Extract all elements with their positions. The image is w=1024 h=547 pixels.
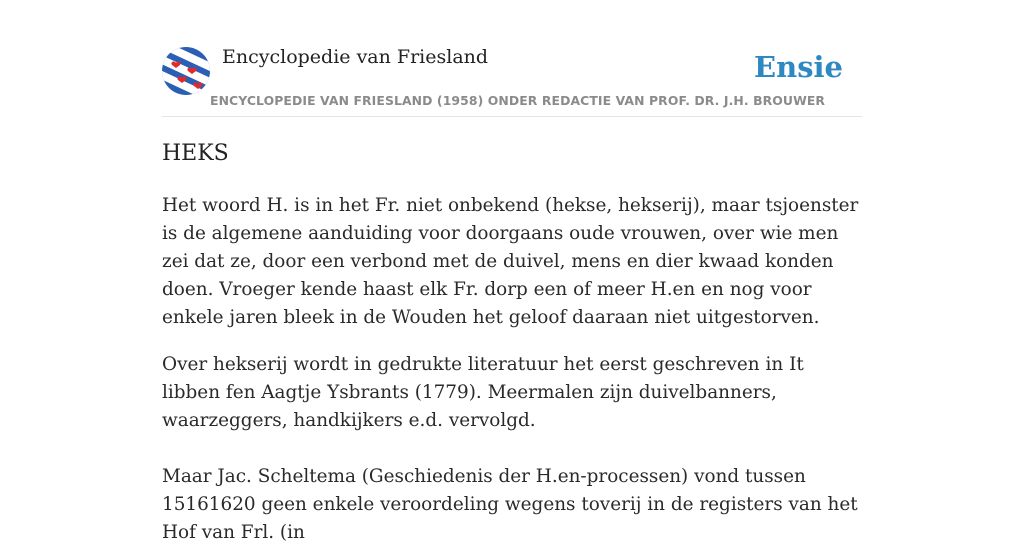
page-container [162, 0, 862, 543]
article-paragraph: Over hekserij wordt in gedrukte literatuur het eerst geschreven in It libben fen Aagtje Ysbrants (1779). Meermalen zijn duivelbanners, waarzeggers, handkijkers e.d. vervolgd. [162, 354, 804, 431]
article-paragraph: Maar Jac. Scheltema (Geschiedenis der H.en-processen) vond tussen 15161620 geen enkele veroordeling wegens toverij in de registers van het Hof van Frl. (in [162, 466, 858, 543]
site-header [162, 0, 862, 117]
frisian-flag-logo-icon[interactable] [162, 47, 210, 95]
site-title[interactable]: Encyclopedie van Friesland [222, 46, 489, 68]
article-paragraph: Het woord H. is in het Fr. niet onbekend (hekse, hekserij), maar tsjoenster is de algemene aanduiding voor doorgaans oude vrouwen, over wie men zei dat ze, door een verbond met de duivel, mens en dier kwaad konden doen. Vroeger kende haast elk Fr. dorp een of meer H.en en nog voor enkele jaren bleek in de Wouden het geloof daaraan niet uitgestorven. [162, 195, 859, 328]
site-subtitle: ENCYCLOPEDIE VAN FRIESLAND (1958) ONDER REDACTIE VAN PROF. DR. J.H. BROUWER [210, 93, 826, 108]
ensie-brand-logo[interactable]: Ensie [754, 50, 843, 84]
article-title: HEKS [162, 141, 229, 166]
